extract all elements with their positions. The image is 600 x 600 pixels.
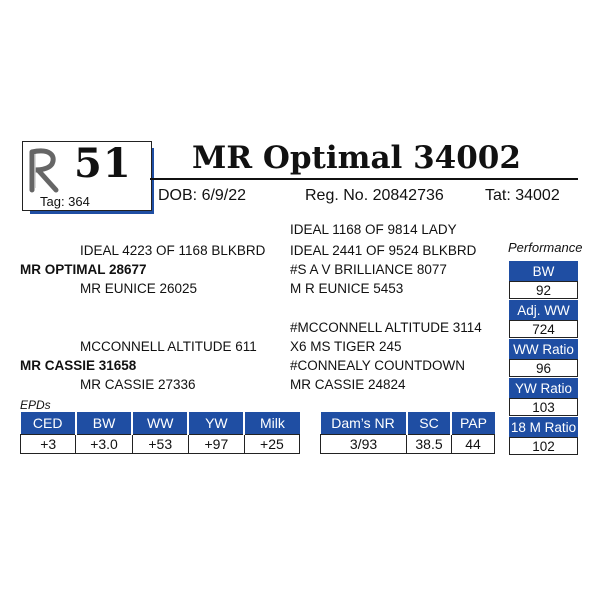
dam-dam: MR CASSIE 27336 — [80, 377, 196, 392]
title-divider — [150, 178, 578, 180]
dob-text: DOB: 6/9/22 — [158, 187, 247, 204]
epd-value-yw: +97 — [188, 435, 244, 454]
perf-bw-value: 92 — [509, 281, 578, 299]
perf-yw-ratio-label: YW Ratio — [509, 378, 578, 398]
epds-title: EPDs — [20, 398, 51, 412]
performance-title: Performance — [508, 240, 583, 255]
epd-header-ced: CED — [21, 412, 76, 435]
dam-dam-dam: MR CASSIE 24824 — [290, 377, 406, 392]
pap-header: PAP — [451, 412, 494, 435]
animal-name-title: MR Optimal 34002 — [192, 140, 521, 176]
sire-dam-sire: #S A V BRILLIANCE 8077 — [290, 262, 447, 277]
epd-header-row — [21, 412, 300, 435]
dam-nr-value: 3/93 — [321, 435, 407, 454]
dam-name: MR CASSIE 31658 — [20, 358, 137, 373]
epd-value-bw: +3.0 — [76, 435, 132, 454]
sc-header: SC — [407, 412, 452, 435]
dam-nr-header: Dam’s NR — [321, 412, 407, 435]
perf-18m-ratio-value: 102 — [509, 437, 578, 455]
epd-header-ww: WW — [132, 412, 188, 435]
sire-dam-dam: M R EUNICE 5453 — [290, 281, 404, 296]
perf-adj-ww-label: Adj. WW — [509, 300, 578, 320]
epd-table — [20, 412, 300, 454]
dam-dam-sire: #CONNEALY COUNTDOWN — [290, 358, 466, 373]
epd-header-milk: Milk — [244, 412, 299, 435]
sire-name: MR OPTIMAL 28677 — [20, 262, 147, 277]
dam-stats-table — [320, 412, 495, 454]
perf-adj-ww-value: 724 — [509, 320, 578, 338]
r-brand-logo-icon — [26, 144, 66, 196]
perf-bw-label: BW — [509, 261, 578, 281]
dam-sire: MCCONNELL ALTITUDE 611 — [80, 339, 257, 354]
epd-value-ww: +53 — [132, 435, 188, 454]
dam-sire-dam: X6 MS TIGER 245 — [290, 339, 402, 354]
lot-number: 51 — [74, 140, 132, 187]
sire-sire-dam: IDEAL 2441 OF 9524 BLKBRD — [290, 243, 477, 258]
epd-value-ced: +3 — [21, 435, 76, 454]
tag-label: Tag: 364 — [40, 194, 90, 209]
reg-number-text: Reg. No. 20842736 — [305, 187, 444, 204]
epd-header-yw: YW — [188, 412, 244, 435]
dam-stats-header-row — [321, 412, 495, 435]
pap-value: 44 — [451, 435, 494, 454]
epd-value-milk: +25 — [244, 435, 299, 454]
perf-ww-ratio-label: WW Ratio — [509, 339, 578, 359]
sire-sire-sire: IDEAL 1168 OF 9814 LADY — [290, 222, 457, 237]
epd-value-row — [21, 435, 300, 454]
sire-dam: MR EUNICE 26025 — [80, 281, 198, 296]
dam-sire-sire: #MCCONNELL ALTITUDE 3114 — [290, 320, 482, 335]
sc-value: 38.5 — [407, 435, 452, 454]
perf-yw-ratio-value: 103 — [509, 398, 578, 416]
perf-18m-ratio-label: 18 M Ratio — [509, 417, 578, 437]
dam-stats-value-row — [321, 435, 495, 454]
epd-header-bw: BW — [76, 412, 132, 435]
sire-sire: IDEAL 4223 OF 1168 BLKBRD — [80, 243, 266, 258]
tattoo-text: Tat: 34002 — [485, 187, 560, 204]
perf-ww-ratio-value: 96 — [509, 359, 578, 377]
